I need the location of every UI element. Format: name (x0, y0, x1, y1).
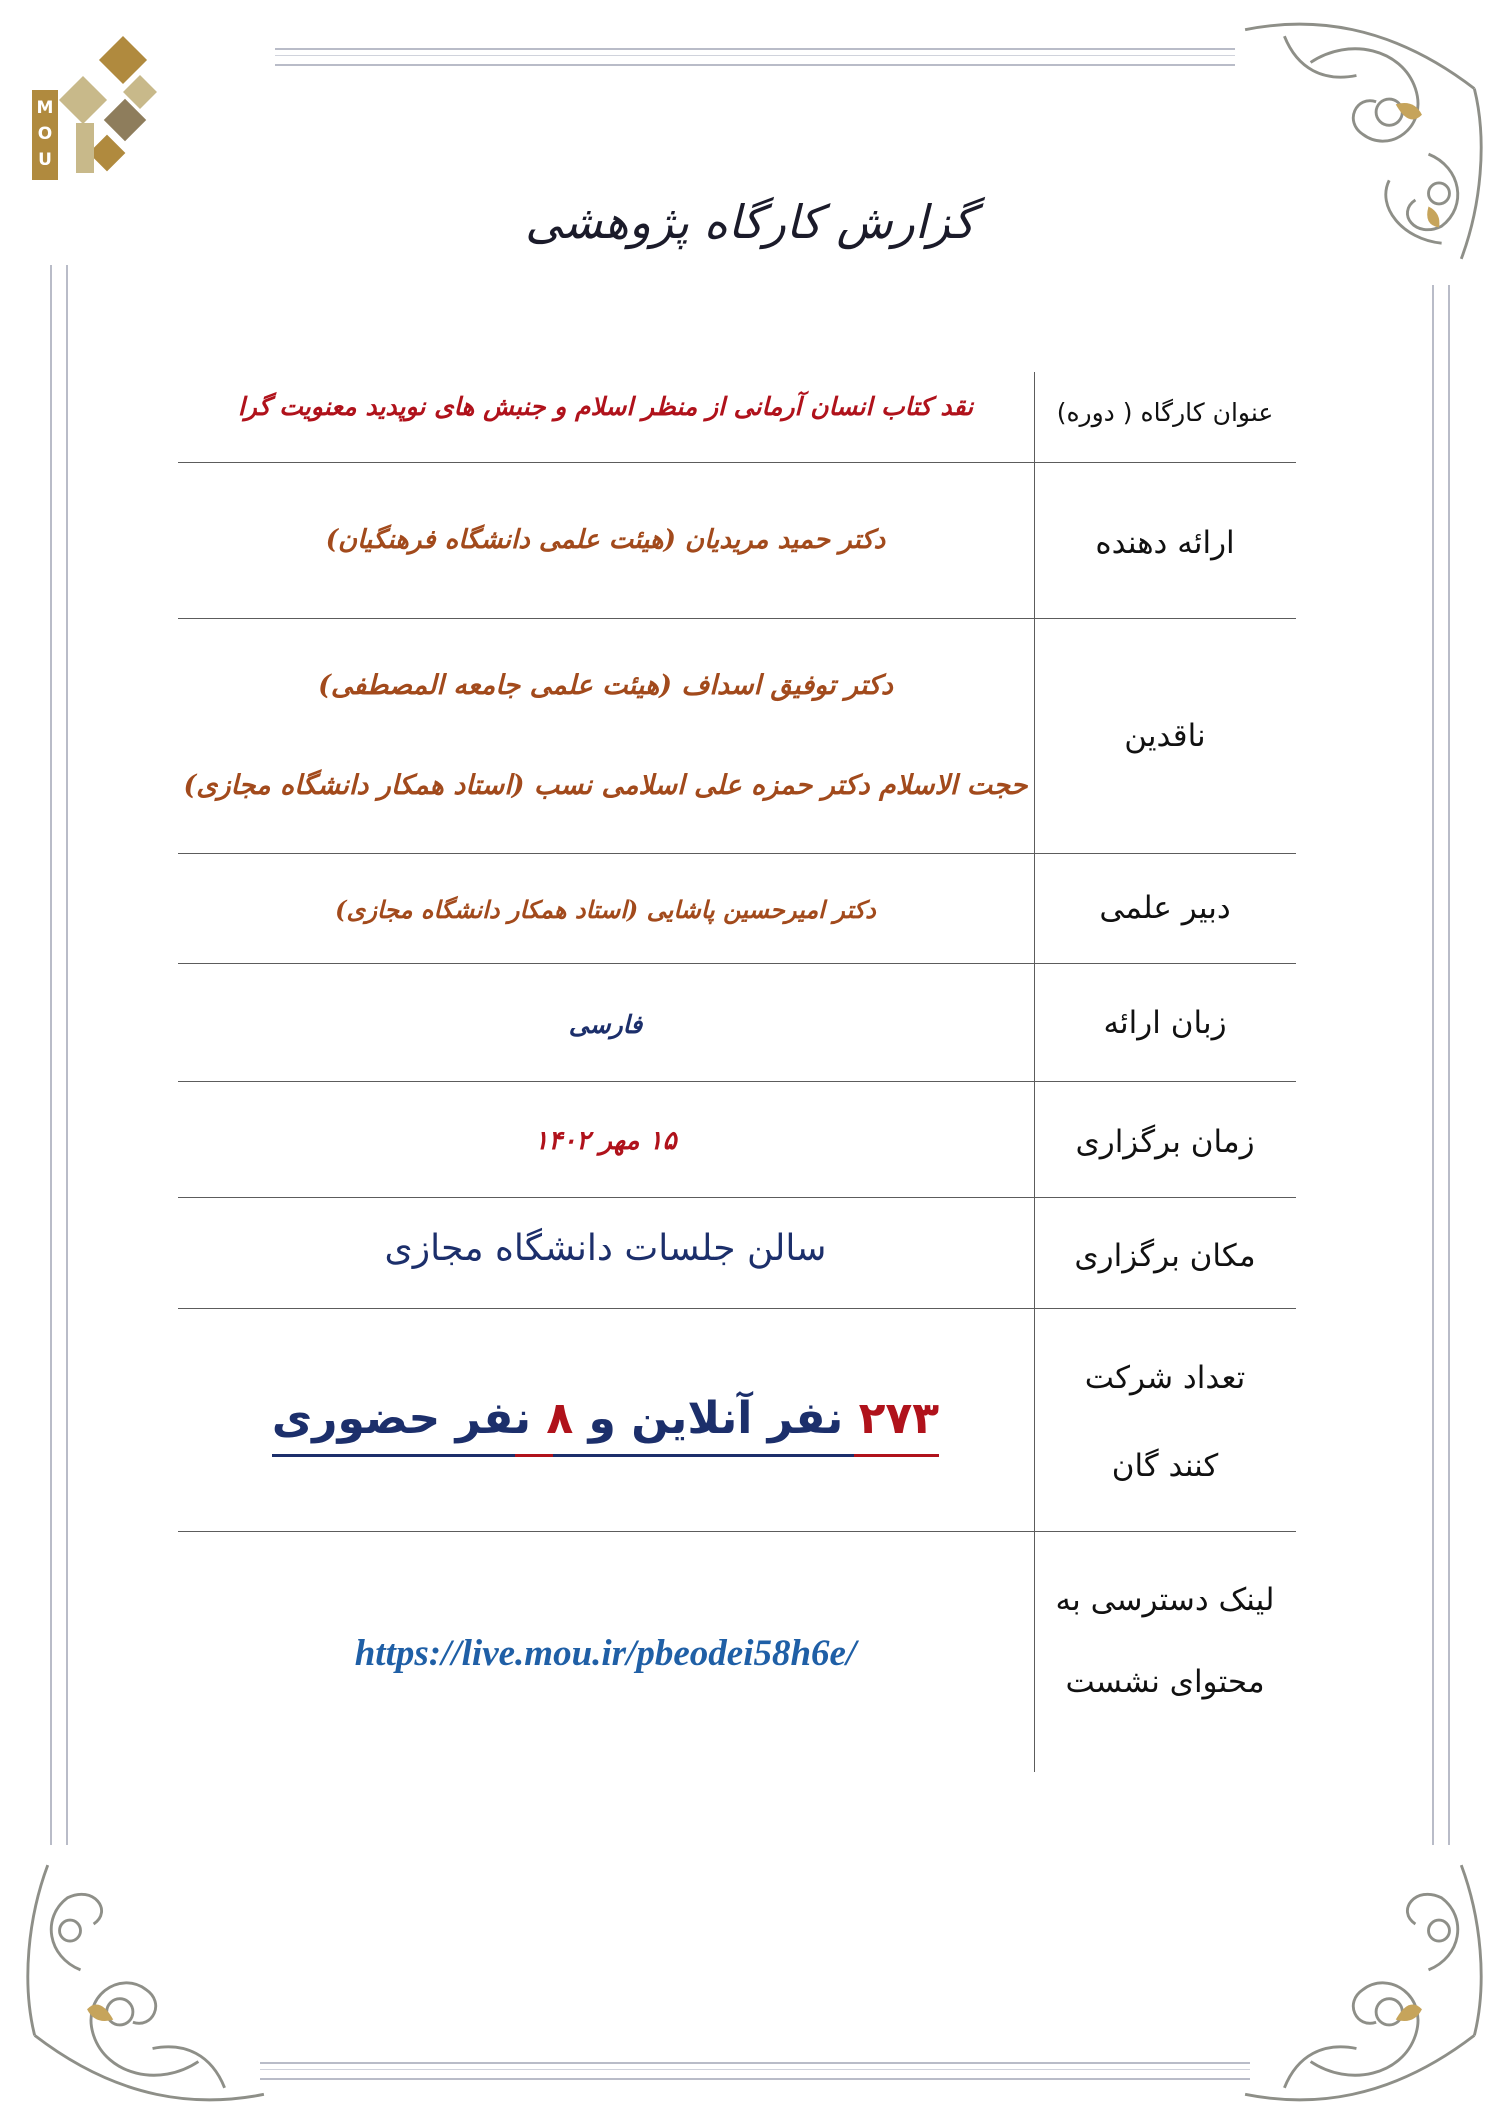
presenter-label: ارائه دهنده (1095, 525, 1235, 561)
participants-count-line (272, 1393, 939, 1457)
svg-text:U: U (38, 150, 52, 170)
frame-left-border (50, 265, 68, 1845)
svg-text:O: O (37, 124, 53, 144)
scientific-secretary-label: دبیر علمی (1099, 890, 1231, 926)
corner-ornament-bottom-right (1232, 1852, 1494, 2114)
online-text: نفر آنلاین و (588, 1393, 844, 1444)
inperson-text: نفر حضوری (271, 1393, 532, 1444)
mou-logo (28, 35, 168, 185)
link-label-line1: لینک دسترسی به (1055, 1582, 1275, 1618)
critics-label: ناقدین (1124, 718, 1206, 754)
row-divider (178, 963, 1296, 964)
row-divider (178, 1081, 1296, 1082)
participants-value (178, 1393, 1033, 1457)
workshop-title-label: عنوان کارگاه ( دوره) (1056, 398, 1274, 427)
frame-right-border (1432, 285, 1450, 1845)
underline-accent (515, 1454, 553, 1457)
date-label: زمان برگزاری (1075, 1124, 1255, 1160)
place-value: سالن جلسات دانشگاه مجازی (384, 1228, 827, 1269)
frame-top-border (275, 48, 1235, 66)
row-divider (178, 853, 1296, 854)
language-value: فارسی (568, 1010, 643, 1039)
workshop-title-value: نقد کتاب انسان آرمانی از منظر اسلام و جنبش های نوپدید معنویت گرا (237, 392, 974, 421)
frame-bottom-border (260, 2062, 1250, 2080)
participants-label-line2: کنند گان (1111, 1448, 1219, 1484)
language-label: زبان ارائه (1103, 1005, 1227, 1041)
critic-2-value: حجت الاسلام دکتر حمزه علی اسلامی نسب (استاد همکار دانشگاه مجازی) (183, 770, 1028, 801)
table-column-divider (1034, 372, 1035, 1772)
presenter-value: دکتر حمید مریدیان (هیئت علمی دانشگاه فرهنگیان) (325, 525, 886, 555)
link-label-line2: محتوای نشست (1065, 1664, 1265, 1700)
row-divider (178, 1197, 1296, 1198)
participants-label-line1: تعداد شرکت (1084, 1360, 1246, 1396)
link-value-cell (178, 1632, 1033, 1675)
inperson-count: ۸ (546, 1393, 574, 1444)
date-value: ۱۵ مهر ۱۴۰۲ (534, 1126, 677, 1156)
svg-text:M: M (36, 98, 54, 118)
row-divider (178, 1531, 1296, 1532)
session-link[interactable]: https://live.mou.ir/pbeodei58h6e/ (354, 1633, 857, 1674)
online-count: ۲۷۳ (858, 1393, 940, 1444)
underline-accent (854, 1454, 939, 1457)
corner-ornament-bottom-left (15, 1852, 277, 2114)
page-title: گزارش کارگاه پژوهشی (525, 195, 975, 249)
row-divider (178, 618, 1296, 619)
critic-1-value: دکتر توفیق اسداف (هیئت علمی جامعه المصطفی) (318, 670, 893, 701)
place-label: مکان برگزاری (1074, 1238, 1256, 1274)
scientific-secretary-value: دکتر امیرحسین پاشایی (استاد همکار دانشگاه مجازی) (335, 895, 876, 924)
row-divider (178, 1308, 1296, 1309)
row-divider (178, 462, 1296, 463)
